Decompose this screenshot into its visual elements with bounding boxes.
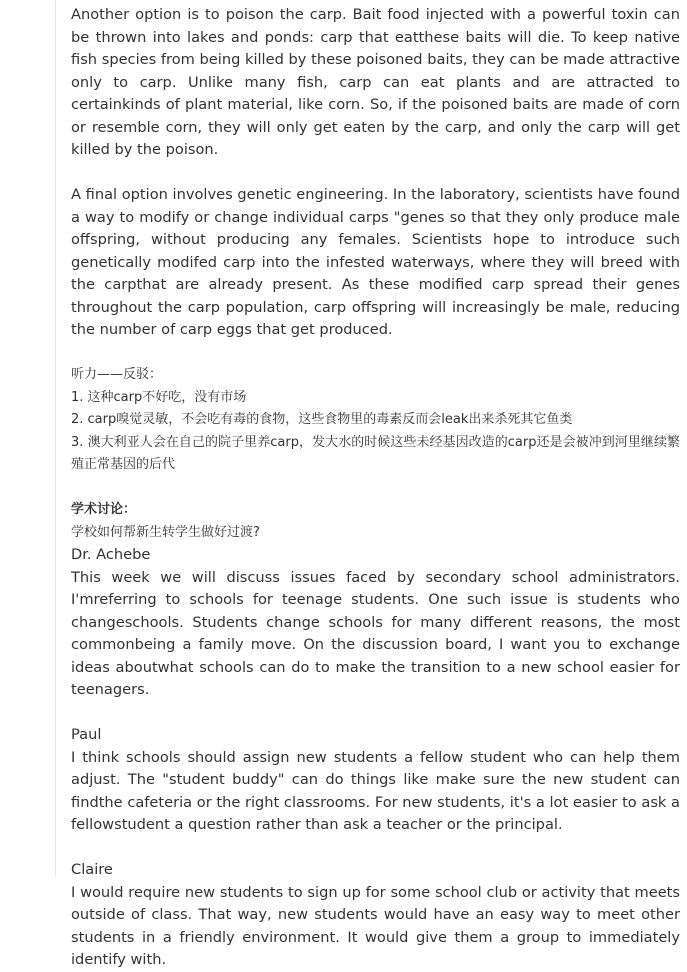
listening-heading: 听力——反驳： xyxy=(71,367,163,382)
discussion-heading: 学术讨论： xyxy=(71,502,137,517)
paragraph-gap xyxy=(71,837,680,860)
student-name-paul: Paul xyxy=(71,726,102,743)
student-post-paul: I think schools should assign new students a fellow student who can help them adjust. The "student buddy" can do things like make sure the new student can findthe cafeteria or the right classrooms. For new students, it's a lot easier to ask a fellowstudent a question rather than ask a teacher or the principal. xyxy=(71,748,680,833)
discussion-section xyxy=(71,499,680,972)
article-body xyxy=(71,4,680,972)
paragraph-genetic-option: A final option involves genetic engineering. In the laboratory, scientists have found a way to modify or change individual carps "genes so that they only produce male offspring, without producing any females. Scientists hope to introduce such genetically modifed carp into the infested waterways, where they will breed with the carpthat are already present. As these modified carp spread their genes throughout the carp population, carp offspring will increasingly be male, reducing the number of carp eggs that get produced. xyxy=(71,186,680,338)
paragraph-poison-option: Another option is to poison the carp. Bait food injected with a powerful toxin can be thrown into lakes and ponds: carp that eatthese baits will die. To keep native fish species from being killed by these poisoned baits, they can be made attractive only to carp. Unlike many fish, carp can eat plants and are attracted to certainkinds of plant material, like corn. So, if the poisoned baits are made of corn or resemble corn, they will only get eaten by the carp, and only the carp will get killed by the poison. xyxy=(71,6,680,158)
discussion-question: 学校如何帮新生转学生做好过渡? xyxy=(71,524,260,540)
listening-item: 3. 澳大利亚人会在自己的院子里养carp，发大水的时候这些未经基因改造的carp还是会被冲到河里继续繁殖正常基因的后代 xyxy=(71,434,680,472)
listening-section xyxy=(71,364,680,477)
paragraph-gap xyxy=(71,162,680,185)
student-name-claire: Claire xyxy=(71,861,113,878)
professor-name: Dr. Achebe xyxy=(71,546,151,563)
paragraph-gap xyxy=(71,342,680,365)
paragraph-gap xyxy=(71,477,680,500)
professor-post: This week we will discuss issues faced by secondary school administrators. I'mreferring to schools for teenage students. One such issue is students who changeschools. Students change schools for many different reasons, the most commonbeing a family move. On the discussion board, I want you to exchange ideas aboutwhat schools can do to make the transition to a new school easier for teenagers. xyxy=(71,568,680,698)
paragraph-gap xyxy=(71,702,680,725)
left-margin-rule xyxy=(55,0,56,877)
listening-item: 2. carp嗅觉灵敏，不会吃有毒的食物，这些食物里的毒素反而会leak出来杀死其它鱼类 xyxy=(71,412,573,427)
listening-item: 1. 这种carp不好吃，没有市场 xyxy=(71,389,247,405)
student-post-claire: I would require new students to sign up for some school club or activity that meets outside of class. That way, new students would have an easy way to meet other students in a friendly environment. It would give them a group to immediately identify with. xyxy=(71,883,680,968)
